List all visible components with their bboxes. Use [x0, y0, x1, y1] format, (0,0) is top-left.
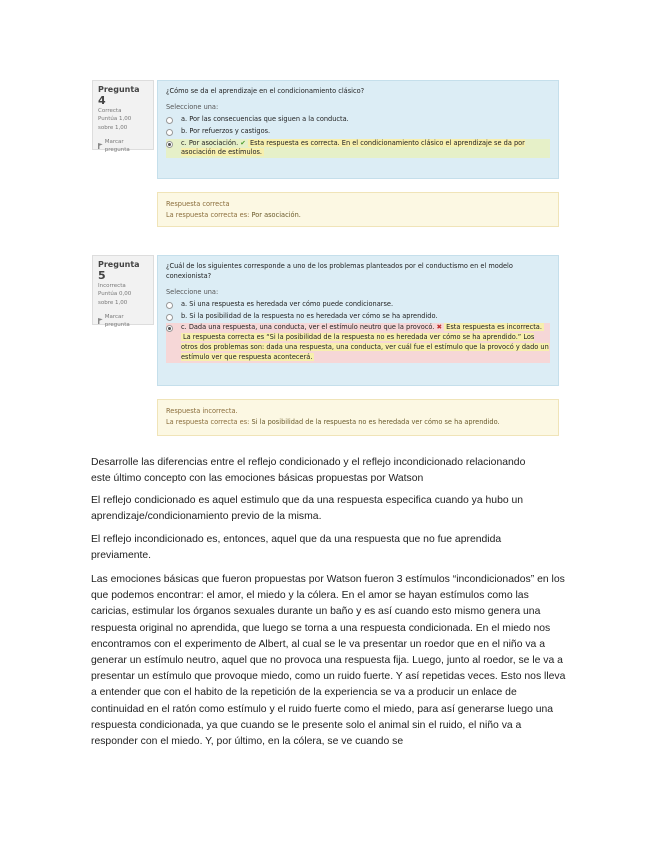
q5-feedback-title: Respuesta incorrecta. — [166, 407, 238, 415]
q5-inline-feedback: Esta respuesta es incorrecta. — [446, 323, 542, 332]
q5-state: Incorrecta — [98, 283, 126, 289]
cross-icon: ✖ — [436, 323, 443, 332]
q5-info-panel — [92, 255, 154, 328]
radio-selected-icon[interactable] — [166, 325, 173, 332]
paragraph-unconditioned: El reflejo incondicionado es, entonces, aquel que da una respuesta que no fue aprendida previamente. — [91, 534, 502, 562]
q4-flag-button[interactable]: Marcar pregunta — [98, 138, 148, 155]
q4-feedback-title: Respuesta correcta — [166, 200, 230, 208]
q4-feedback: Respuesta correcta La respuesta correcta es: Por asociación. — [157, 192, 559, 227]
q4-grade: Puntúa 1,00 sobre 1,00 — [98, 116, 132, 131]
paragraph-conditioned: El reflejo condicionado es aquel estimulo que da una respuesta especifica cuando ya hubo un aprendizaje/condicionamiento previo de la misma. — [91, 495, 524, 523]
q4-prompt: Seleccione una: — [166, 102, 219, 111]
paragraph-emotions: Las emociones básicas que fueron propuestas por Watson fueron 3 estímulos “incondicionados” en los que podemos encontrar: el amor, el miedo y la cólera. En el amor se hayan estímulos como las caricias, estimular los órganos sexuales durante un baño y es así cuando esto mismo genera una respuesta original no aprendida, que luego se torna a una respuesta condicionada. En el miedo nos encontramos con el experimento de Albert, al cual se le va presentar un roedor que en el niño va a generar un estímulo neutro, aquel que no provoca una respuesta fija. Luego, junto al roedor, se le va a presentar un estímulo que provoque miedo, como un ruido fuerte. Y así repetidas veces. Esto nos lleva a entender que con el habito de la repetición de la experiencia se va a producir un enlace de continuidad en el ratón como estímulo y el ruido fuerte como el miedo, para así generarse luego una respuesta condicionada, ya que cuando se le presente solo el animal sin el ruido, el niño va a responder con el miedo. Y, por último, en la cólera, se ve cuando se — [91, 574, 566, 748]
radio-selected-icon[interactable] — [166, 141, 173, 148]
q5-question-box — [157, 255, 559, 386]
q4-option-c[interactable]: c. Por asociación. ✔ Esta respuesta es correcta. En el condicionamiento clásico el aprendizaje se da por asociación de estímulos. — [166, 139, 550, 159]
radio-icon[interactable] — [166, 302, 173, 309]
radio-icon[interactable] — [166, 117, 173, 124]
q5-grade: Puntúa 0,00 sobre 1,00 — [98, 291, 132, 306]
q4-info-panel — [92, 80, 154, 153]
q5-feedback: Respuesta incorrecta. La respuesta correcta es: Si la posibilidad de la respuesta no es heredada ver cómo se ha aprendido. — [157, 399, 559, 436]
radio-icon[interactable] — [166, 129, 173, 136]
paragraph-question: Desarrolle las diferencias entre el reflejo condicionado y el reflejo incondicionado relacionando este último concepto con las emociones básicas propuestas por Watson — [91, 457, 526, 485]
q4-option-a[interactable]: a. Por las consecuencias que siguen a la conducta. — [166, 115, 550, 125]
q5-flag-button[interactable]: Marcar pregunta — [98, 313, 148, 330]
q5-prompt: Seleccione una: — [166, 287, 219, 296]
q5-correct-answer: Si la posibilidad de la respuesta no es heredada ver cómo se ha aprendido. — [251, 418, 500, 427]
q5-option-b[interactable]: b. Si la posibilidad de la respuesta no es heredada ver cómo se ha aprendido. — [166, 312, 550, 322]
q4-option-b[interactable]: b. Por refuerzos y castigos. — [166, 127, 550, 137]
q5-option-c[interactable]: c. Dada una respuesta, una conducta, ver el estímulo neutro que la provocó. ✖ Esta respuesta es incorrecta. La respuesta correcta es “Si la posibilidad de la respuesta no es heredada ver cómo se ha aprendido.” Los otros dos problemas son: dada una respuesta, una conducta, ver cuál fue el estímulo que la provocó y dado un estímulo ver que respuesta acontecerá. — [166, 323, 550, 363]
radio-icon[interactable] — [166, 314, 173, 321]
q4-state: Correcta — [98, 108, 122, 114]
q4-title: Pregunta 4 — [98, 85, 140, 107]
q5-question-text: ¿Cuál de los siguientes corresponde a uno de los problemas planteados por el conductismo en el modelo conexionista? — [166, 262, 513, 280]
flag-icon — [98, 318, 103, 324]
q4-correct-answer: Por asociación. — [251, 211, 301, 220]
q4-question-box — [157, 80, 559, 179]
q5-option-a[interactable]: a. Si una respuesta es heredada ver cómo puede condicionarse. — [166, 300, 550, 310]
q4-question-text: ¿Cómo se da el aprendizaje en el condicionamiento clásico? — [166, 87, 365, 95]
flag-icon — [98, 143, 103, 149]
q4-inline-feedback: Esta respuesta es correcta. En el condicionamiento clásico el aprendizaje se da por asociación de estímulos. — [181, 138, 525, 157]
q5-title: Pregunta 5 — [98, 260, 140, 282]
q5-feedback-detail: La respuesta correcta es “Si la posibilidad de la respuesta no es heredada ver cómo se ha aprendido.” Los otros dos problemas son: dada una respuesta, una conducta, ver cuál fue el estímulo que la provocó y dado un estímulo ver que respuesta acontecerá. — [181, 333, 549, 362]
check-icon: ✔ — [240, 138, 246, 147]
